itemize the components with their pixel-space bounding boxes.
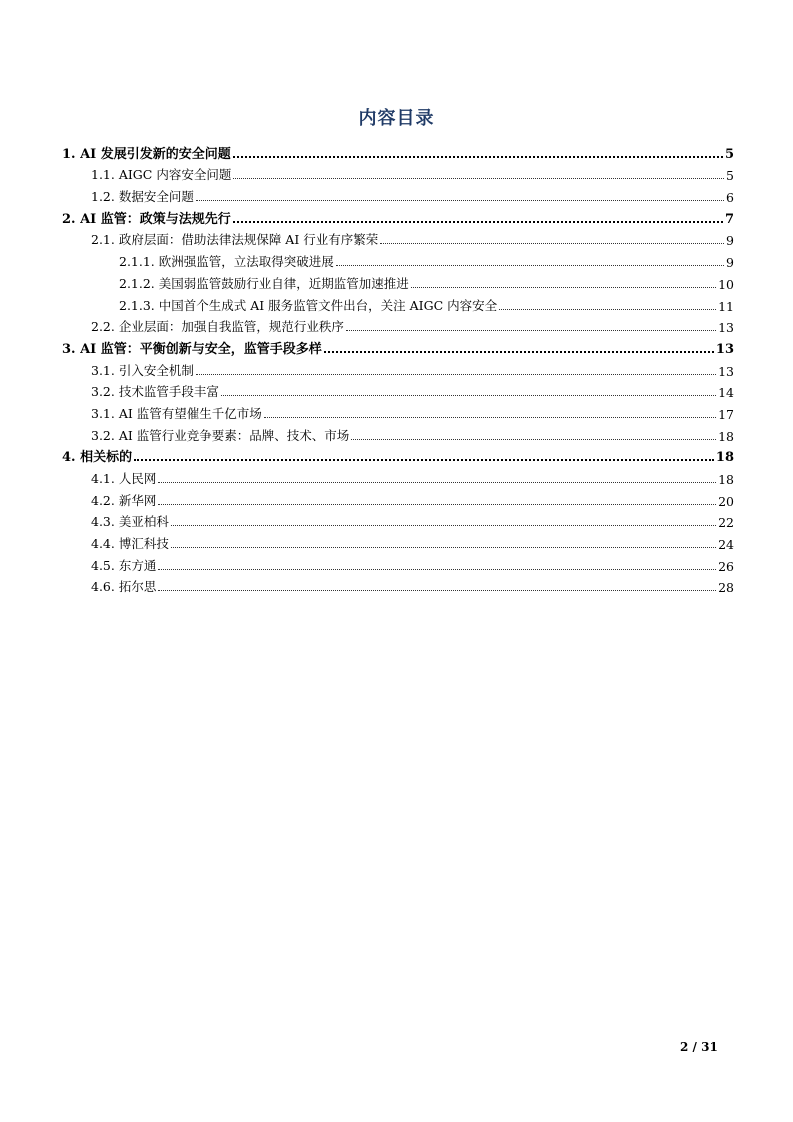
dot-leader	[324, 351, 714, 353]
toc-entry-label: 4.6. 拓尔思	[91, 579, 157, 595]
toc-entry[interactable]	[62, 509, 734, 531]
toc-entry-label: 4.3. 美亚柏科	[91, 514, 169, 530]
dot-leader	[171, 547, 716, 548]
dot-leader	[233, 156, 723, 158]
table-of-contents	[62, 140, 734, 595]
toc-entry-page-number: 10	[718, 276, 734, 292]
dot-leader	[134, 459, 714, 461]
toc-entry-label: 1.1. AIGC 内容安全问题	[91, 167, 232, 183]
toc-entry-label: 2. AI 监管：政策与法规先行	[62, 211, 231, 227]
toc-entry[interactable]	[62, 314, 734, 336]
toc-entry-label: 2.1.1. 欧洲强监管，立法取得突破进展	[119, 254, 334, 270]
toc-entry[interactable]	[62, 205, 734, 227]
toc-entry-page-number: 9	[726, 255, 734, 271]
dot-leader	[196, 374, 716, 375]
toc-entry[interactable]	[62, 162, 734, 184]
toc-entry-label: 3.2. 技术监管手段丰富	[91, 384, 219, 400]
toc-entry-page-number: 13	[718, 320, 734, 336]
toc-entry-label: 3.1. AI 监管有望催生千亿市场	[91, 405, 262, 421]
toc-entry-label: 2.2. 企业层面：加强自我监管，规范行业秩序	[91, 319, 344, 335]
toc-entry-page-number: 13	[715, 341, 734, 357]
toc-entry-label: 1.2. 数据安全问题	[91, 189, 194, 205]
toc-entry-page-number: 18	[718, 428, 734, 444]
toc-entry-page-number: 13	[718, 363, 734, 379]
toc-entry-page-number: 5	[726, 168, 734, 184]
dot-leader	[499, 309, 716, 310]
toc-entry-page-number: 5	[724, 146, 734, 162]
toc-entry-label: 4. 相关标的	[62, 450, 133, 466]
dot-leader	[233, 178, 724, 179]
toc-entry-label: 1. AI 发展引发新的安全问题	[62, 146, 231, 162]
toc-entry-page-number: 9	[726, 233, 734, 249]
toc-entry[interactable]	[62, 292, 734, 314]
toc-entry[interactable]	[62, 335, 734, 357]
toc-entry[interactable]	[62, 574, 734, 596]
dot-leader	[264, 417, 716, 418]
toc-entry-label: 4.4. 博汇科技	[91, 536, 169, 552]
toc-entry[interactable]	[62, 552, 734, 574]
dot-leader	[158, 504, 716, 505]
toc-entry[interactable]	[62, 140, 734, 162]
toc-entry[interactable]	[62, 379, 734, 401]
page-indicator: 2 / 31	[680, 1040, 718, 1054]
toc-entry-label: 3.1. 引入安全机制	[91, 362, 194, 378]
dot-leader	[411, 287, 716, 288]
dot-leader	[196, 200, 724, 201]
toc-entry-page-number: 18	[715, 450, 734, 466]
dot-leader	[351, 439, 716, 440]
dot-leader	[158, 590, 716, 591]
toc-entry-label: 4.2. 新华网	[91, 492, 157, 508]
toc-entry[interactable]	[62, 465, 734, 487]
toc-entry[interactable]	[62, 444, 734, 466]
toc-entry-page-number: 14	[718, 385, 734, 401]
dot-leader	[336, 265, 724, 266]
dot-leader	[158, 569, 716, 570]
toc-entry-page-number: 17	[718, 406, 734, 422]
toc-title: 内容目录	[358, 108, 435, 129]
toc-entry-label: 3.2. AI 监管行业竞争要素：品牌、技术、市场	[91, 427, 350, 443]
toc-entry-page-number: 6	[726, 190, 734, 206]
toc-entry[interactable]	[62, 487, 734, 509]
dot-leader	[221, 395, 716, 396]
toc-entry-label: 4.1. 人民网	[91, 471, 157, 486]
dot-leader	[158, 482, 716, 483]
toc-entry-page-number: 28	[718, 580, 734, 596]
toc-entry-page-number: 26	[718, 558, 734, 574]
dot-leader	[233, 221, 723, 223]
toc-entry-page-number: 7	[724, 211, 734, 227]
dot-leader	[171, 525, 716, 526]
toc-entry-label: 3. AI 监管：平衡创新与安全，监管手段多样	[62, 341, 322, 357]
toc-entry[interactable]	[62, 270, 734, 292]
toc-entry-page-number: 20	[718, 493, 734, 509]
toc-entry-label: 2.1.2. 美国弱监管鼓励行业自律，近期监管加速推进	[119, 275, 409, 291]
toc-entry-page-number: 18	[718, 472, 734, 487]
toc-entry-page-number: 24	[718, 537, 734, 553]
toc-entry[interactable]	[62, 357, 734, 379]
toc-entry-page-number: 11	[718, 298, 734, 314]
toc-entry-label: 4.5. 东方通	[91, 557, 157, 573]
dot-leader	[380, 243, 724, 244]
toc-entry[interactable]	[62, 248, 734, 270]
toc-entry[interactable]	[62, 422, 734, 444]
toc-entry[interactable]	[62, 400, 734, 422]
toc-entry[interactable]	[62, 530, 734, 552]
toc-entry[interactable]	[62, 183, 734, 205]
toc-entry-label: 2.1.3. 中国首个生成式 AI 服务监管文件出台，关注 AIGC 内容安全	[119, 297, 498, 313]
toc-entry-label: 2.1. 政府层面：借助法律法规保障 AI 行业有序繁荣	[91, 232, 379, 248]
toc-entry-page-number: 22	[718, 515, 734, 531]
dot-leader	[346, 330, 716, 331]
toc-entry[interactable]	[62, 227, 734, 249]
